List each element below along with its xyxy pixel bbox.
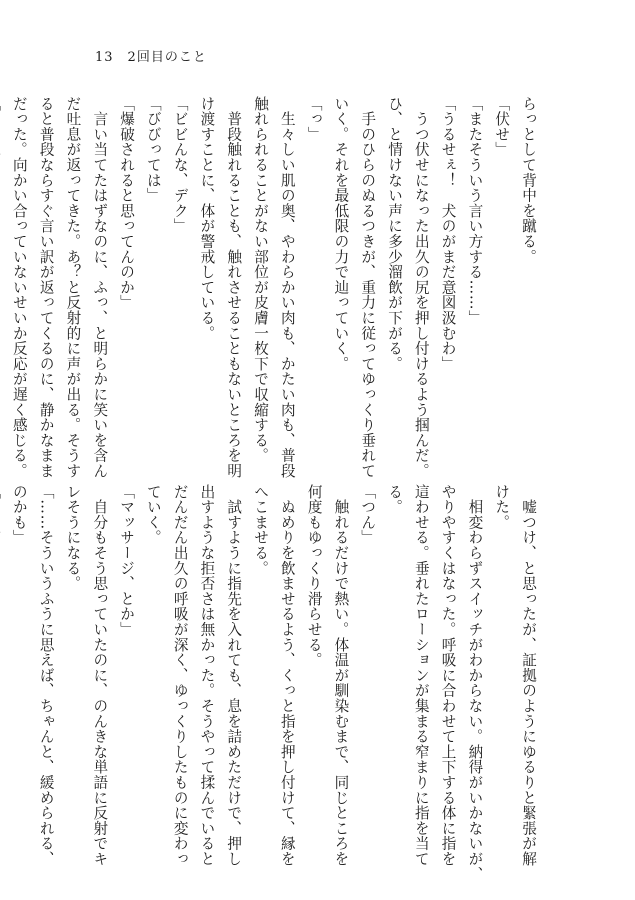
text-line: 「マッサージ、とか」 xyxy=(118,484,136,637)
text-line: 手のひらのぬるつきが、重力に従ってゆっくり垂れて xyxy=(359,96,377,479)
text-line: うつ伏せになった出久の尻を押し付けるよう掴んだ。 xyxy=(412,96,430,479)
text-line: 嘘つけ、と思ったが、証拠のようにゆるりと緊張が解 xyxy=(520,484,537,867)
lower-text-block xyxy=(10,484,541,882)
text-line: へこませる。 xyxy=(252,484,270,576)
text-line: 触れるだけで熱い。体温が馴染むまで、同じところを xyxy=(332,484,350,867)
text-line: のかも」 xyxy=(10,484,28,546)
text-line: 「ビビんな、デク」 xyxy=(171,96,189,234)
text-line: いく。それを最低限の力で辿っていく。 xyxy=(332,96,350,372)
text-line: 「つん」 xyxy=(359,484,377,546)
upper-text-block xyxy=(10,96,541,479)
text-line: 自分もそう思っていたのに、のんきな単語に反射でキ xyxy=(91,484,109,867)
text-line: 「またそういう言い方する……」 xyxy=(466,96,484,326)
text-line: ぬめりを飲ませるよう、くっと指を押し付けて、縁を xyxy=(278,484,296,867)
text-line: ていく。 xyxy=(144,484,162,546)
text-line: ると普段ならすぐ言い訳が返ってくるのに、静かなまま xyxy=(37,96,55,479)
text-line: 言い当てたはずなのに、ふっ、と明らかに笑いを含ん xyxy=(91,96,109,479)
text-line: 「爆破されると思ってんのか」 xyxy=(118,96,136,311)
text-line: 「びびっては」 xyxy=(144,96,162,204)
text-line: 出すような拒否さは無かった。そうやって揉んでいると xyxy=(198,484,216,867)
text-line: 「伏せ」 xyxy=(493,96,511,158)
text-line: 這わせる。垂れたローションが集まる窄まりに指を当て xyxy=(412,484,430,867)
text-line: け渡すことに、体が警戒している。 xyxy=(198,96,216,341)
text-line: 生々しい肌の奥、やわらかい肉も、かたい肉も、普段 xyxy=(278,96,296,479)
chapter-title: 2回目のこと xyxy=(127,50,207,65)
text-line: やりやすくはなった。呼吸に合わせて上下する体に指を xyxy=(439,484,457,867)
text-line: 普段触れることも、触れさせることもないところを明 xyxy=(225,96,243,479)
running-header xyxy=(95,46,207,65)
text-line: レそうになる。 xyxy=(64,484,82,592)
text-line: 触れられることがない部位が皮膚一枚下で収縮する。 xyxy=(252,96,270,464)
text-line: 「っ」 xyxy=(305,96,323,142)
text-line: 相変わらずスイッチがわからない。納得がいかないが、 xyxy=(466,484,484,882)
text-line xyxy=(0,484,5,862)
page-number: 13 xyxy=(95,50,114,65)
text-line: 「うるせぇ！ 犬のがまだ意図汲むわ」 xyxy=(439,96,457,372)
text-line: る。 xyxy=(386,484,404,515)
text-line: けた。 xyxy=(493,484,511,530)
text-line: ひ、と情けない声に多少溜飲が下がる。 xyxy=(386,96,404,372)
text-line: 試すように指先を入れても、息を詰めただけで、押し xyxy=(225,484,243,867)
text-line: だんだん出久の呼吸が深く、ゆっくりしたものに変わっ xyxy=(171,484,189,867)
text-line: だ吐息が返ってきた。あ？と反射的に声が出る。そうす xyxy=(64,96,82,479)
text-line: 何度もゆっくり滑らせる。 xyxy=(305,484,323,668)
text-line: だった。向かい合っていないせいか反応が遅く感じる。 xyxy=(10,96,28,479)
text-line: らっとして背中を蹴る。 xyxy=(520,96,537,265)
text-line: 「……そういうふうに思えば、ちゃんと、緩められる、 xyxy=(37,484,55,867)
